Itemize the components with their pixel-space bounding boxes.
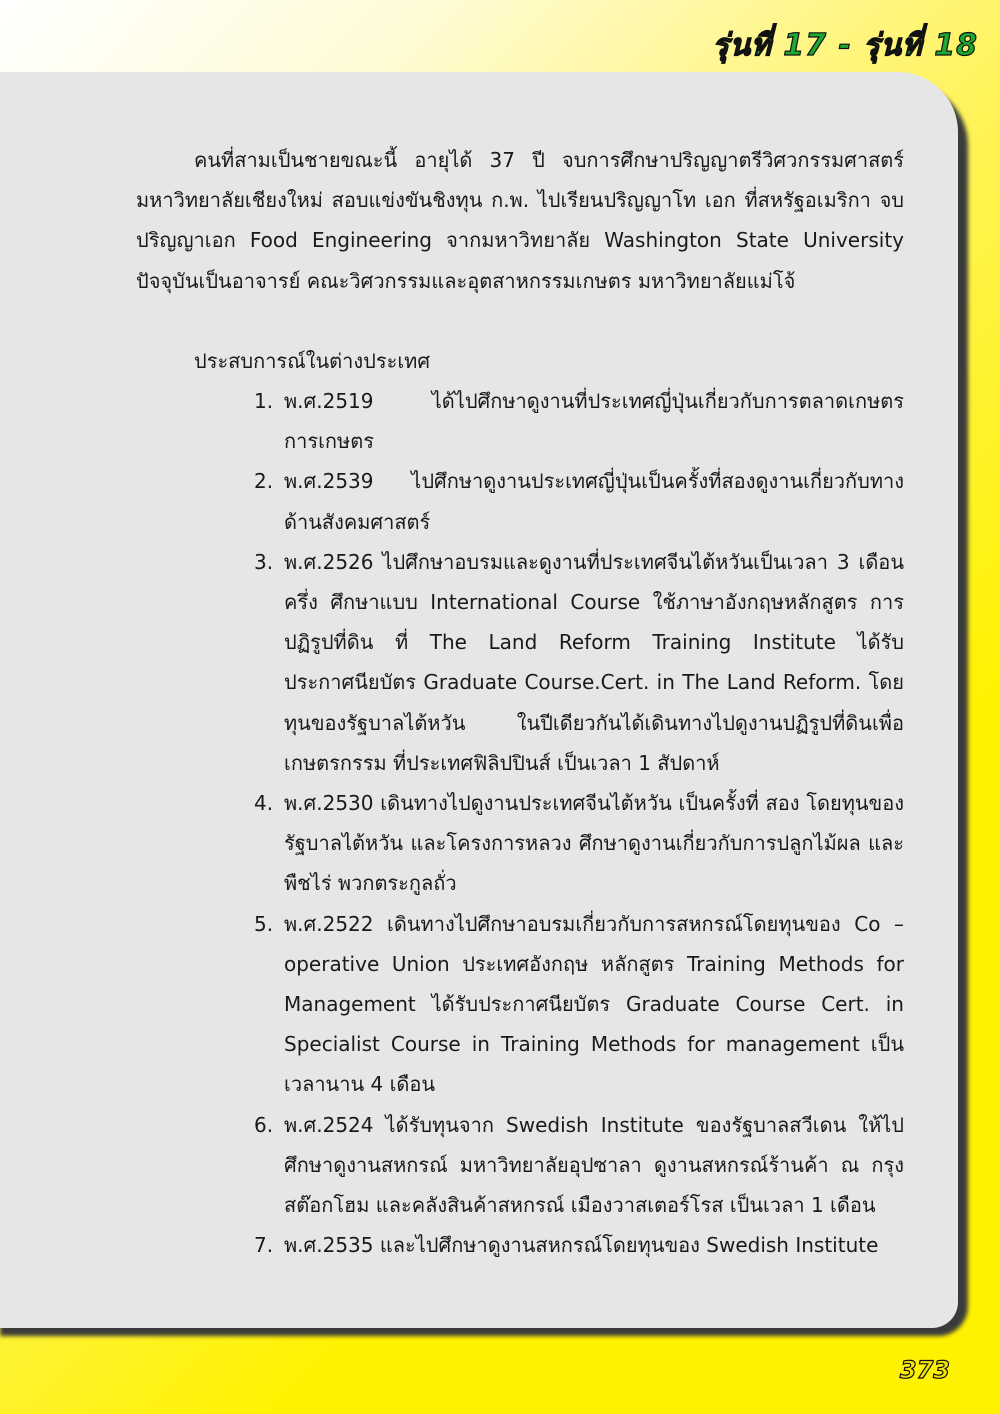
experience-item — [136, 461, 904, 541]
experience-item-text: พ.ศ.2530 เดินทางไปดูงานประเทศจีนไต้หวัน เป็นครั้งที่ สอง โดยทุนของรัฐบาลไต้หวัน และโครงการหลวง ศึกษาดูงานเกี่ยวกับการปลูกไม้ผล และพืชไร่ พวกตระกูลถั่ว — [284, 791, 904, 896]
header-title: รุ่นที่ 17 - รุ่นที่ 18 — [712, 28, 978, 63]
experience-item-number: 2. — [254, 469, 274, 494]
experience-item-text: พ.ศ.2539 ไปศึกษาดูงานประเทศญี่ปุ่นเป็นครั้งที่สองดูงานเกี่ยวกับทางด้านสังคมศาสตร์ — [284, 469, 904, 534]
experience-item-text: พ.ศ.2524 ได้รับทุนจาก Swedish Institute ของรัฐบาลสวีเดน ให้ไปศึกษาดูงานสหกรณ์ มหาวิทยาลัยอุปซาลา ดูงานสหกรณ์ร้านค้า ณ กรุงสต๊อกโฮม และคลังสินค้าสหกรณ์ เมืองวาสเตอร์โรส เป็นเวลา 1 เดือน — [284, 1112, 904, 1218]
experience-item — [136, 1225, 904, 1265]
experience-item — [136, 783, 904, 904]
experience-list — [136, 381, 904, 1265]
experience-item-text: พ.ศ.2519 ได้ไปศึกษาดูงานที่ประเทศญี่ปุ่นเกี่ยวกับการตลาดเกษตร การเกษตร — [284, 389, 904, 454]
experience-item-number: 1. — [254, 389, 274, 414]
experience-item — [136, 904, 904, 1105]
experience-item-number: 6. — [254, 1112, 274, 1137]
experience-item-number: 4. — [254, 791, 274, 816]
experience-item — [136, 1105, 904, 1226]
experience-heading: ประสบการณ์ในต่างประเทศ — [194, 348, 431, 373]
experience-item-text: พ.ศ.2522 เดินทางไปศึกษาอบรมเกี่ยวกับการสหกรณ์โดยทุนของ Co – operative Union ประเทศอังกฤษ หลักสูตร Training Methods for Management ได้รับประกาศนียบัตร Graduate Course Cert. in Specialist Course in Training Methods for management เป็นเวลานาน 4 เดือน — [284, 911, 904, 1097]
intro-paragraph: คนที่สามเป็นชายขณะนี้ อายุได้ 37 ปี จบการศึกษาปริญญาตรีวิศวกรรมศาสตร์ มหาวิทยาลัยเชียงใหม่ สอบแข่งขันชิงทุน ก.พ. ไปเรียนปริญญาโท เอก ที่สหรัฐอเมริกา จบปริญญาเอก Food Engineering จากมหาวิทยาลัย Washington State University ปัจจุบันเป็นอาจารย์ คณะวิศวกรรมและอุตสาหกรรมเกษตร มหาวิทยาลัยแม่โจ้ — [136, 148, 904, 293]
experience-item-text: พ.ศ.2535 และไปศึกษาดูงานสหกรณ์โดยทุนของ Swedish Institute — [284, 1233, 879, 1258]
experience-item-number: 3. — [254, 549, 274, 574]
experience-item-number: 5. — [254, 911, 274, 936]
experience-item-text: พ.ศ.2526 ไปศึกษาอบรมและดูงานที่ประเทศจีนไต้หวันเป็นเวลา 3 เดือนครึ่ง ศึกษาแบบ International Course ใช้ภาษาอังกฤษหลักสูตร การปฏิรูปที่ดิน ที่ The Land Reform Training Institute ได้รับประกาศนียบัตร Graduate Course.Cert. in The Land Reform. โดยทุนของรัฐบาลไต้หวัน ในปีเดียวกันได้เดินทางไปดูงานปฏิรูปที่ดินเพื่อเกษตรกรรม ที่ประเทศฟิลิปปินส์ เป็นเวลา 1 สัปดาห์ — [284, 549, 904, 775]
experience-item — [136, 542, 904, 783]
page-number: 373 — [899, 1356, 950, 1384]
experience-item-number: 7. — [254, 1233, 274, 1258]
experience-item — [136, 381, 904, 461]
page-content — [136, 140, 904, 1265]
